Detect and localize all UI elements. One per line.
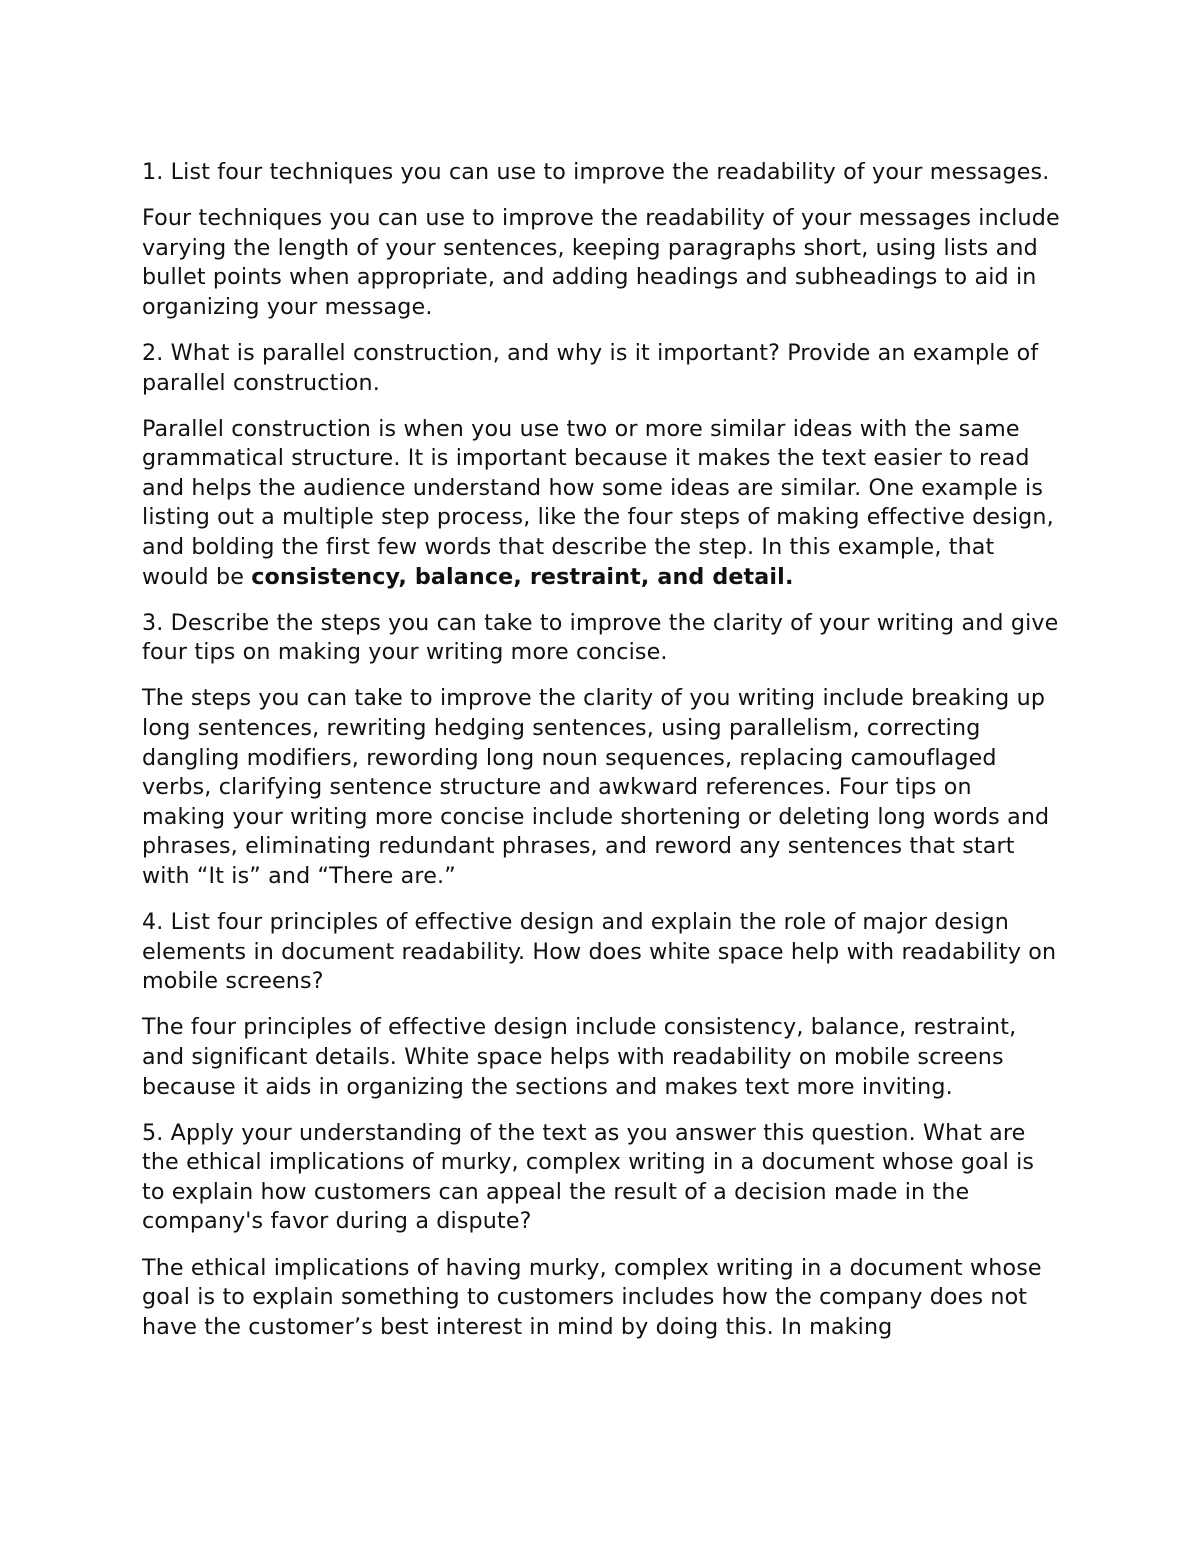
answer-5: The ethical implications of having murky, complex writing in a document whose goal is to explain something to customers includes how the company does not have the customer’s best interest in mind by doing this. In making [142, 1254, 1042, 1340]
answer-2-text: Parallel construction is when you use two or more similar ideas with the same grammatical structure. It is important because it makes the text easier to read and helps the audience understand how some ideas are similar. One example is listing out a multiple step process, like the four steps of making effective design, and bolding the first few words that describe the step. In this example, that would be [142, 415, 1054, 590]
answer-2 [142, 415, 1060, 593]
question-3: 3. Describe the steps you can take to improve the clarity of your writing and give four tips on making your writing more concise. [142, 609, 1059, 666]
document-page [142, 158, 1060, 1359]
question-4: 4. List four principles of effective design and explain the role of major design elements in document readability. How does white space help with readability on mobile screens? [142, 909, 1057, 995]
question-2: 2. What is parallel construction, and why is it important? Provide an example of parallel construction. [142, 339, 1039, 396]
answer-3: The steps you can take to improve the clarity of you writing include breaking up long sentences, rewriting hedging sentences, using parallelism, correcting dangling modifiers, rewording long noun sequences, replacing camouflaged verbs, clarifying sentence structure and awkward references. Four tips on making your writing more concise include shortening or deleting long words and phrases, eliminating redundant phrases, and reword any sentences that start with “It is” and “There are.” [142, 685, 1050, 889]
answer-1: Four techniques you can use to improve the readability of your messages include varying the length of your sentences, keeping paragraphs short, using lists and bullet points when appropriate, and adding headings and subheadings to aid in organizing your message. [142, 205, 1060, 320]
question-5: 5. Apply your understanding of the text as you answer this question. What are the ethical implications of murky, complex writing in a document whose goal is to explain how customers can appeal the result of a decision made in the company's favor during a dispute? [142, 1119, 1035, 1235]
answer-4: The four principles of effective design include consistency, balance, restraint, and significant details. White space helps with readability on mobile screens because it aids in organizing the sections and makes text more inviting. [142, 1014, 1017, 1100]
question-1: 1. List four techniques you can use to improve the readability of your messages. [142, 159, 1050, 185]
answer-2-bold-example: consistency, balance, restraint, and detail. [251, 563, 794, 590]
